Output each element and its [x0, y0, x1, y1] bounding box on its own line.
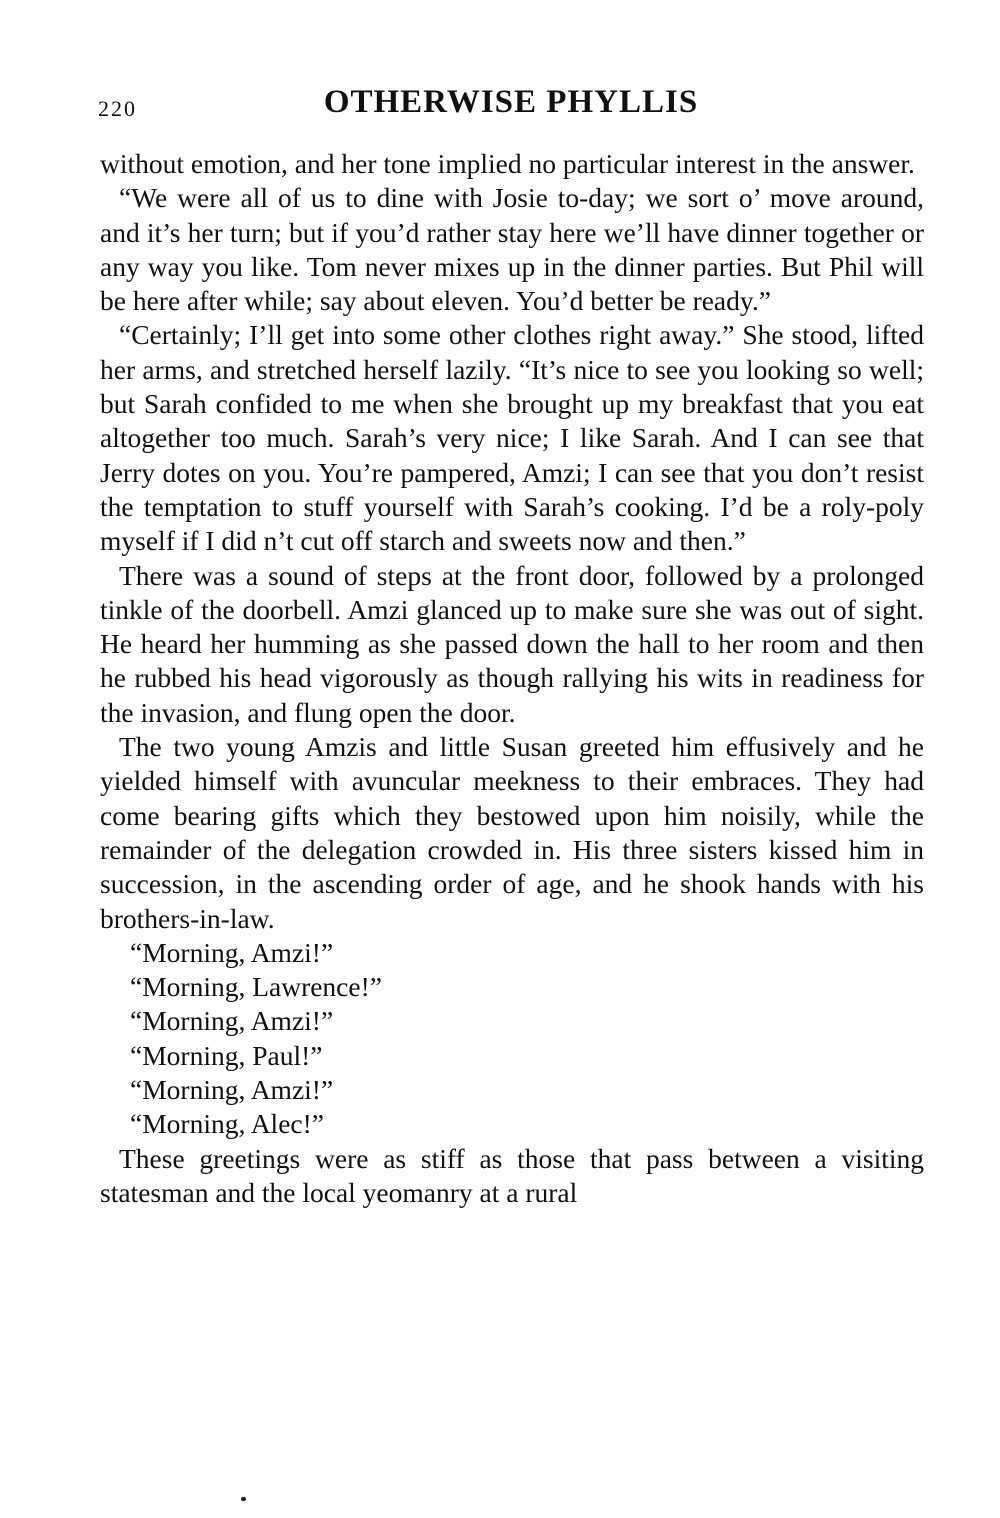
greeting-line: “Morning, Alec!” [130, 1108, 324, 1140]
body-text [100, 147, 924, 1210]
running-head: OTHERWISE PHYLLIS [323, 84, 699, 120]
greeting-line: “Morning, Paul!” [130, 1039, 323, 1071]
paragraph-closing: These greetings were as stiff as those that pass between a visiting statesman and the local yeomanry at a rural [100, 1142, 924, 1208]
paragraph: The two young Amzis and little Susan greeted him effusively and he yielded himself with avuncular meekness to their embraces. They had come bearing gifts which they bestowed upon him noisily, while the remainder of the delegation crowded in. His three sisters kissed him in succession, in the ascending order of age, and he shook hands with his brothers-in-law. [100, 731, 924, 934]
greeting-line: “Morning, Amzi!” [130, 1074, 334, 1106]
greeting-line: “Morning, Amzi!” [130, 1005, 334, 1037]
paragraph: “Certainly; I’ll get into some other clothes right away.” She stood, lifted her arms, and stretched herself lazily. “It’s nice to see you looking so well; but Sarah confided to me when she brought up my breakfast that you eat altogether too much. Sarah’s very nice; I like Sarah. And I can see that Jerry dotes on you. You’re pampered, Amzi; I can see that you don’t resist the temptation to stuff yourself with Sarah’s cooking. I’d be a roly-poly myself if I did n’t cut off starch and sweets now and then.” [100, 319, 924, 557]
paragraph: There was a sound of steps at the front door, followed by a prolonged tinkle of the doorbell. Amzi glanced up to make sure she was out of sight. He heard her humming as she passed down the hall to her room and then he rubbed his head vigorously as though rallying his wits in readiness for the invasion, and flung open the door. [100, 559, 924, 728]
page-header [98, 84, 924, 128]
paragraph: “We were all of us to dine with Josie to-day; we sort o’ move around, and it’s her turn; but if you’d rather stay here we’ll have dinner together or any way you like. Tom never mixes up in the dinner parties. But Phil will be here after while; say about eleven. You’d better be ready.” [100, 182, 924, 317]
page-number: 220 [98, 96, 137, 121]
ink-speck [241, 1497, 246, 1501]
paragraph-continued: without emotion, and her tone implied no particular interest in the answer. [100, 148, 915, 179]
greeting-line: “Morning, Lawrence!” [130, 971, 382, 1003]
greeting-line: “Morning, Amzi!” [130, 936, 334, 968]
